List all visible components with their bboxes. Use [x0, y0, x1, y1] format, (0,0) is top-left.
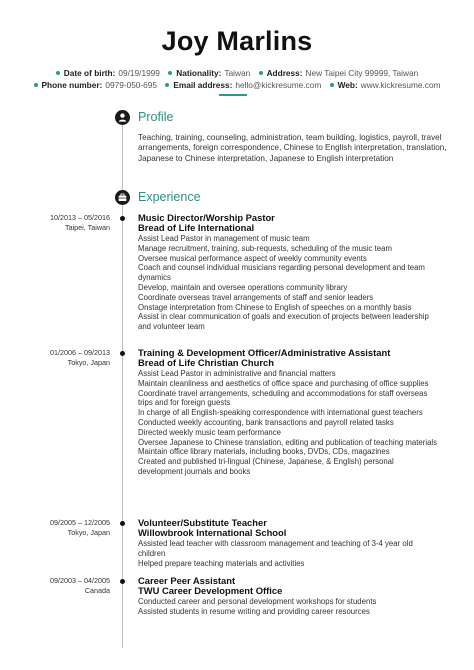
bullet-dot-icon — [56, 71, 60, 75]
web-link[interactable]: www.kickresume.com — [360, 80, 441, 90]
job-description — [138, 234, 438, 332]
job-item: Created and published tri-lingual (Chinese, Japanese, & English) personal development journals and books — [138, 457, 394, 476]
job-dates: 10/2013 – 05/2016 — [50, 213, 110, 222]
contact-value: 0979-050-695 — [105, 80, 158, 90]
bullet-dot-icon — [34, 83, 38, 87]
job-location: Canada — [84, 586, 110, 595]
job-item: Oversee musical performance aspect of weekly community events — [138, 253, 367, 263]
job-item: Onstage interpretation from Chinese to English of speeches on a monthly basis — [138, 302, 412, 312]
contact-label: Address: — [266, 68, 303, 78]
timeline-bullet — [120, 579, 125, 584]
contact-line-1 — [0, 68, 474, 78]
bullet-dot-icon — [168, 71, 172, 75]
contact-label: Nationality: — [176, 68, 222, 78]
job-organization: Bread of Life International — [138, 222, 255, 233]
job-item: Maintain cleanliness and aesthetics of office space and purchasing of office supplies — [138, 378, 429, 388]
contact-value: 09/19/1999 — [118, 68, 160, 78]
contact-phone — [34, 80, 158, 90]
contact-dob — [56, 68, 160, 78]
job-meta — [20, 213, 110, 233]
profile-heading: Profile — [138, 110, 174, 124]
email-link[interactable]: hello@kickresume.com — [235, 80, 322, 90]
job-item: Assisted students in resume writing and providing career resources — [138, 606, 370, 616]
timeline-bullet — [120, 351, 125, 356]
contact-label: Email address: — [173, 80, 233, 90]
contact-line-2 — [0, 80, 474, 90]
timeline-bullet — [120, 216, 125, 221]
job-dates: 09/2005 – 12/2005 — [50, 518, 110, 527]
contact-label: Web: — [337, 80, 358, 90]
job-organization: Willowbrook International School — [138, 527, 287, 538]
contact-email[interactable] — [165, 80, 321, 90]
job-item: Develop, maintain and oversee operations community library — [138, 282, 348, 292]
job-item: Coordinate overseas travel arrangements of staff and senior leaders — [138, 292, 374, 302]
job-title: Volunteer/Substitute Teacher — [138, 517, 267, 528]
job-description — [138, 369, 438, 477]
job-title: Music Director/Worship Pastor — [138, 212, 275, 223]
job-item: Coordinate travel arrangements, scheduling and accommodations for staff overseas trips and for foreign guests — [138, 388, 428, 408]
candidate-name: Joy Marlins — [161, 26, 313, 56]
job-dates: 01/2006 – 09/2013 — [50, 348, 110, 357]
job-entry — [138, 213, 438, 332]
job-meta — [20, 348, 110, 368]
briefcase-icon — [115, 190, 130, 205]
job-item: Manage recruitment, training, sub-requests, scheduling of the music team — [138, 243, 392, 253]
job-meta — [20, 518, 110, 538]
job-item: Conducted weekly accounting, bank transactions and payroll related tasks — [138, 417, 394, 427]
job-location: Tokyo, Japan — [67, 528, 110, 537]
job-item: Assist Lead Pastor in administrative and financial matters — [138, 369, 336, 378]
job-item: Assisted lead teacher with classroom management and teaching of 3-4 year old children — [138, 539, 413, 558]
job-item: Maintain office library materials, including books, DVDs, CDs, magazines — [138, 447, 390, 457]
job-description — [138, 597, 438, 617]
contact-nationality — [168, 68, 250, 78]
job-entry — [138, 576, 438, 617]
job-item: Directed weekly music team performance — [138, 427, 281, 437]
job-item: Assist Lead Pastor in management of music team — [138, 234, 310, 243]
contact-label: Date of birth: — [63, 68, 116, 78]
job-entry — [138, 348, 438, 477]
job-item: Helped prepare teaching materials and activities — [138, 558, 305, 568]
job-entry — [138, 518, 438, 568]
job-item: Assist in clear communication of goals and execution of projects between leadership and volunteer team — [138, 312, 429, 332]
experience-heading: Experience — [138, 190, 201, 204]
contact-value: New Taipei City 99999, Taiwan — [305, 68, 419, 78]
job-item: In charge of all English-speaking correspondence with international guest teachers — [138, 408, 423, 418]
job-title: Training & Development Officer/Administrative Assistant — [138, 347, 391, 358]
job-location: Taipei, Taiwan — [64, 223, 110, 232]
contact-web[interactable] — [330, 80, 441, 90]
job-item: Oversee Japanese to Chinese translation, editing and publication of teaching materials — [138, 437, 438, 447]
timeline-bullet — [120, 521, 125, 526]
contact-label: Phone number: — [41, 80, 103, 90]
contact-address — [259, 68, 419, 78]
person-icon — [115, 110, 130, 125]
job-dates: 09/2003 – 04/2005 — [50, 576, 110, 585]
job-item: Coach and counsel individual musicians regarding personal development and team dynamics — [138, 263, 425, 283]
job-organization: TWU Career Development Office — [138, 585, 283, 596]
contact-value: Taiwan — [224, 68, 251, 78]
job-item: Conducted career and personal development workshops for students — [138, 597, 377, 606]
header-divider — [219, 94, 247, 96]
bullet-dot-icon — [165, 83, 169, 87]
bullet-dot-icon — [259, 71, 263, 75]
job-meta — [20, 576, 110, 596]
job-location: Tokyo, Japan — [67, 358, 110, 367]
bullet-dot-icon — [330, 83, 334, 87]
job-organization: Bread of Life Christian Church — [138, 357, 274, 368]
job-description — [138, 539, 438, 568]
job-title: Career Peer Assistant — [138, 575, 236, 586]
profile-text: Teaching, training, counseling, administration, team building, logistics, payroll, travel arrangements, foreign correspondence, Chinese to English interpretation, translation, Japanese to Chinese interpretation, Japanese to English interpretation — [138, 133, 447, 163]
